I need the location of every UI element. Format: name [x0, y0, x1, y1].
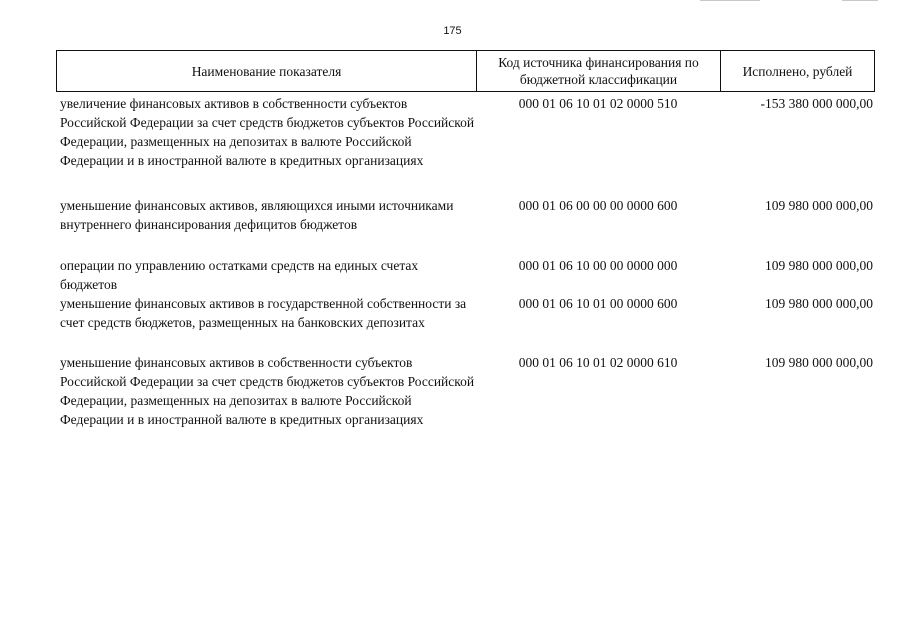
- row-name: уменьшение финансовых активов в собственности субъектов Российской Федерации за счет средств бюджетов субъектов Российской Федерации, размещенных на депозитах в валюте Российской Федерации и в иностранной валюте в кредитных организациях: [60, 355, 475, 427]
- row-code: 000 01 06 10 01 02 0000 510: [518, 96, 678, 111]
- scan-artifact-line: [700, 0, 760, 1]
- row-code: 000 01 06 10 01 02 0000 610: [518, 355, 678, 370]
- row-code: 000 01 06 00 00 00 0000 600: [518, 198, 678, 213]
- table-row: [56, 353, 875, 429]
- table-row: [56, 94, 875, 170]
- row-amount: 109 980 000 000,00: [765, 296, 873, 311]
- row-name: уменьшение финансовых активов, являющихся иными источниками внутреннего финансирования дефицитов бюджетов: [60, 198, 454, 232]
- row-name: операции по управлению остатками средств на единых счетах бюджетов: [60, 258, 419, 292]
- row-code: 000 01 06 10 00 00 0000 000: [518, 258, 678, 273]
- row-name: увеличение финансовых активов в собственности субъектов Российской Федерации за счет средств бюджетов субъектов Российской Федерации, размещенных на депозитах в валюте Российской Федерации и в иностранной валюте в кредитных организациях: [60, 96, 475, 168]
- row-amount: 109 980 000 000,00: [765, 258, 873, 273]
- table-row: [56, 196, 875, 234]
- row-amount: 109 980 000 000,00: [765, 355, 873, 370]
- table-header: [56, 50, 875, 92]
- row-amount: 109 980 000 000,00: [765, 198, 873, 213]
- row-name: уменьшение финансовых активов в государственной собственности за счет средств бюджетов, размещенных на банковских депозитах: [60, 296, 467, 330]
- page-number: 175: [443, 25, 462, 37]
- column-header-amount: Исполнено, рублей: [742, 63, 853, 79]
- column-header-name: Наименование показателя: [57, 51, 477, 91]
- table-row: [56, 294, 875, 332]
- row-amount: -153 380 000 000,00: [760, 96, 873, 111]
- scan-artifact-line: [842, 0, 878, 1]
- column-header-code: Код источника финансирования по бюджетной классификации: [477, 51, 721, 91]
- row-code: 000 01 06 10 01 00 0000 600: [518, 296, 678, 311]
- table-row: [56, 256, 875, 294]
